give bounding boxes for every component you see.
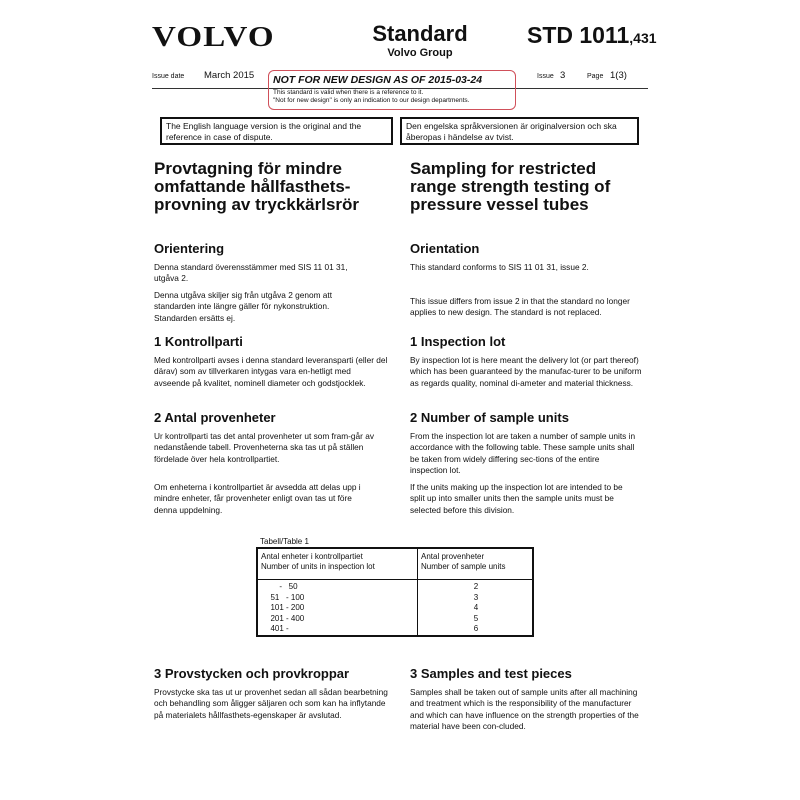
- doc-type-title: Standard: [372, 21, 468, 46]
- table-cell-count: 6: [473, 624, 479, 634]
- table-cell-range: 201 - 400: [266, 613, 305, 623]
- table-counts: [419, 582, 533, 635]
- doc-group: Volvo Group: [387, 47, 453, 59]
- table-cell-count: 2: [473, 582, 479, 591]
- issue-number: 3: [560, 70, 566, 81]
- standard-number-main: STD 1011: [527, 22, 630, 48]
- heading-number-of-sample-units: 2 Number of sample units: [410, 410, 569, 425]
- table-header-units-sv: Antal enheter i kontrollpartiet: [261, 552, 363, 561]
- notice-text: [273, 89, 469, 104]
- orientering-p2: Denna utgåva skiljer sig från utgåva 2 genom att standarden inte längre gäller för nykonstruktion. Standarden ersätts ej.: [154, 290, 333, 323]
- standard-number: [527, 22, 657, 49]
- notice-line-1: This standard is valid when there is a reference to it.: [273, 89, 424, 96]
- table-header-units-en: Number of units in inspection lot: [261, 562, 375, 571]
- table-cell-count: 3: [473, 592, 479, 602]
- table-cell-range: 51 - 100: [266, 592, 305, 602]
- heading-orientering: Orientering: [154, 241, 225, 256]
- heading-kontrollparti: 1 Kontrollparti: [154, 334, 243, 349]
- sample-table: [256, 547, 534, 637]
- provstycken-p1: Provstycke ska tas ut ur provenhet sedan all sådan bearbetning och behandling som åligger säljaren och som kan ha inflytande på materialets hållfasthets-egenskaper är avslutad.: [154, 687, 388, 720]
- table-cell-count: 4: [473, 603, 479, 613]
- number-of-sample-units-p1: From the inspection lot are taken a number of sample units in accordance with the following table. These sample units shall be taken from widely differing sec-tions of the entire inspection lot.: [410, 431, 636, 476]
- number-of-sample-units-p2: If the units making up the inspection lot are intended to be split up into smaller units then the sample units must be selected before this division.: [410, 482, 623, 515]
- heading-antal-provenheter: 2 Antal provenheter: [154, 410, 276, 425]
- volvo-logo: VOLVO: [152, 22, 275, 53]
- table-header-samples: [421, 552, 505, 572]
- title-en-line: pressure vessel tubes: [410, 195, 589, 214]
- heading-orientation: Orientation: [410, 241, 480, 256]
- title-en-line: range strength testing of: [410, 177, 611, 196]
- issue-date-label: Issue date: [152, 73, 185, 80]
- antal-provenheter-p2: Om enheterna i kontrollpartiet är avsedda att delas upp i mindre enheter, får provenheter enligt ovan tas ut före denna uppdelning.: [154, 482, 361, 515]
- language-note-en: The English language version is the original and the reference in case of dispute.: [160, 117, 393, 145]
- heading-samples-and-test-pieces: 3 Samples and test pieces: [410, 666, 572, 681]
- standard-number-suffix: ,431: [629, 30, 657, 46]
- heading-inspection-lot: 1 Inspection lot: [410, 334, 506, 349]
- page-label: Page: [587, 73, 604, 80]
- heading-provstycken: 3 Provstycken och provkroppar: [154, 666, 350, 681]
- table-header-samples-sv: Antal provenheter: [421, 552, 485, 561]
- title-sv-line: provning av tryckkärlsrör: [154, 195, 360, 214]
- antal-provenheter-p1: Ur kontrollparti tas det antal provenheter ut som fram-går av nedanstående tabell. Provenheterna ska tas ut på ställen fördelade över hela kontrollpartiet.: [154, 431, 374, 464]
- notice-line-2: "Not for new design" is only an indication to our design departments.: [273, 96, 470, 104]
- table-cell-range: - 50: [266, 582, 298, 591]
- samples-p1: Samples shall be taken out of sample units after all machining and treatment which is the responsibility of the manufacturer and which can have influence on the strength properties of the material have been con-cluded.: [410, 687, 639, 732]
- title-en: [410, 160, 660, 214]
- table-header-units: [261, 552, 375, 572]
- table-cell-range: 401 -: [266, 624, 289, 634]
- title-sv-line: Provtagning för mindre: [154, 159, 342, 178]
- page-number: 1(3): [610, 70, 627, 81]
- kontrollparti-p1: Med kontrollparti avses i denna standard leveransparti (eller del därav) som av tillverkaren intygas vara en-hetligt med avseende på kvalitet, nominell diameter och godstjocklek.: [154, 355, 388, 388]
- table-caption: Tabell/Table 1: [260, 537, 309, 546]
- table-cell-count: 5: [473, 613, 479, 623]
- issue-label: Issue: [537, 73, 554, 80]
- table-ranges: [266, 582, 304, 635]
- orientering-p1: Denna standard överensstämmer med SIS 11 01 31, utgåva 2.: [154, 262, 348, 284]
- issue-date: March 2015: [204, 70, 255, 81]
- inspection-lot-p1: By inspection lot is here meant the delivery lot (or part thereof) which has been guaranteed by the manufac-turer to be uniform as regards quality, nominal di-ameter and material thickness.: [410, 355, 642, 388]
- title-sv-line: omfattande hållfasthets-: [154, 177, 351, 196]
- notice-title: NOT FOR NEW DESIGN AS OF 2015-03-24: [273, 74, 483, 86]
- orientation-p1: This standard conforms to SIS 11 01 31, issue 2.: [410, 262, 589, 272]
- language-note-sv: Den engelska språkversionen är originalversion och ska åberopas i händelse av tvist.: [400, 117, 639, 145]
- table-cell-range: 101 - 200: [266, 603, 305, 613]
- table-header-divider: [258, 579, 532, 580]
- title-sv: [154, 160, 404, 214]
- title-en-line: Sampling for restricted: [410, 159, 597, 178]
- table-column-divider: [417, 549, 418, 635]
- orientation-p2: This issue differs from issue 2 in that the standard no longer applies to new design. The standard is not replaced.: [410, 296, 630, 318]
- table-header-samples-en: Number of sample units: [421, 562, 506, 571]
